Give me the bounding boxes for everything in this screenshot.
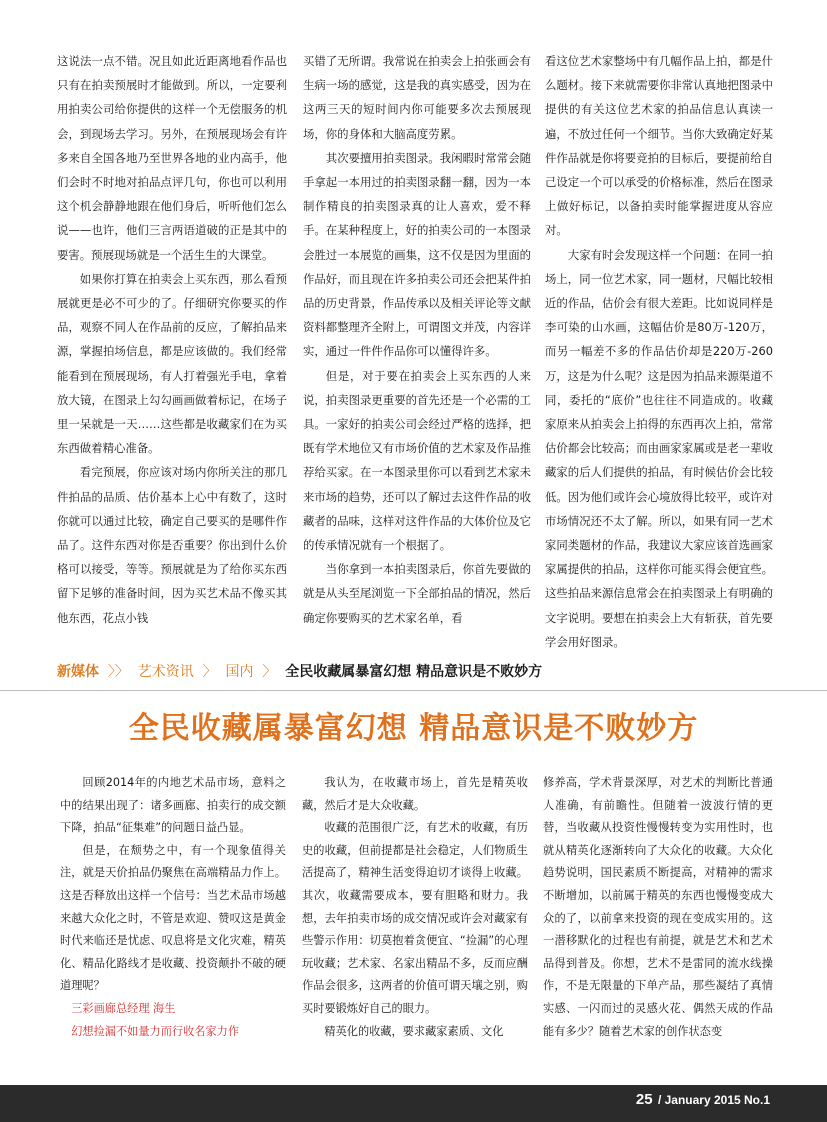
paragraph: 如果你打算在拍卖会上买东西，那么看预展就更是必不可少的了。仔细研究你要买的作品，观察不同人在作品前的反应，了解拍品来源，掌握拍场信息，都是应该做的。我们经常能看到在预展现场，有人打着强光手电，拿着放大镜，在图录上勾勾画画做着标记，在场子里一呆就是一天……这些都是收藏家们在为买东西做着精心准备。 [57,271,287,456]
paragraph: 这说法一点不错。况且如此近距离地看作品也只有在拍卖预展时才能做到。所以，一定要利用拍卖公司给你提供的这样一个无偿服务的机会，到现场去学习。另外，在预展现场会有许多来自全国各地乃至世界各地的业内高手，他们会时不时地对拍品点评几句，你也可以利用这个机会静静地跟在他们身后，听听他们怎么说——也许，他们三言两语道破的正是其中的要害。预展现场就是一个活生生的大课堂。 [57,54,287,262]
paragraph: 但是，在颓势之中，有一个现象值得关注，就是天价拍品仍聚焦在高端精品力作上。这是否释放出这样一个信号：当艺术品市场越来越大众化之时，不管是欢迎、赞叹这是黄金时代来临还是忧虑、叹息将是文化灾难，精英化、精品化路线才是收藏、投资颠扑不破的硬道理呢？ [60,843,286,993]
paragraph: 精英化的收藏，要求藏家素质、文化 [324,1024,504,1038]
article2-column-3 [543,772,773,1072]
footer-issue [636,1091,770,1108]
article2-column-1 [60,772,286,1072]
page-footer [0,1085,827,1122]
paragraph: 回顾2014年的内地艺术品市场，意料之中的结果出现了：诸多画廊、拍卖行的成交额下降，拍品“征集难”的问题日益凸显。 [60,776,286,835]
breadcrumb [57,660,777,684]
section-divider [0,690,827,691]
paragraph: 当你拿到一本拍卖图录后，你首先要做的就是从头至尾浏览一下全部拍品的情况，然后确定你要购买的艺术家名单，看 [303,562,531,625]
breadcrumb-separator: 〉 [202,664,217,680]
paragraph: 但是，对于要在拍卖会上买东西的人来说，拍卖图录更重要的首先还是一个必需的工具。一家好的拍卖公司会经过严格的选择，把既有学术地位又有市场价值的艺术家及作品推荐给买家。在一本图录里你可以看到艺术家未来市场的趋势，还可以了解过去这件作品的收藏者的品味，这样对这件作品的大体价位及它的传承情况就有一个根据了。 [303,368,531,553]
page-number: 25 [635,1091,653,1108]
paragraph: 看这位艺术家整场中有几幅作品上拍，都是什么题材。接下来就需要你非常认真地把图录中提供的有关这位艺术家的拍品信息认真读一遍，不放过任何一个细节。当你大致确定好某件作品就是你将要竞拍的目标后，要提前给自己设定一个可以承受的价格标准，然后在图录上做好标记，以备拍卖时能掌握进度从容应对。 [545,54,773,238]
breadcrumb-separator: 〉 [262,664,277,680]
author-byline: 三彩画廊总经理 海生 [71,1001,176,1015]
breadcrumb-current: 全民收藏属暴富幻想 精品意识是不败妙方 [285,664,543,680]
paragraph: 大家有时会发现这样一个问题：在同一拍场上，同一位艺术家，同一题材，尺幅比较相近的作品，估价会有很大差距。比如说同样是李可染的山水画，这幅估价是80万-120万，而另一幅差不多的作品估价却是220万-260万，这是为什么呢？这是因为拍品来源渠道不同，委托的“底价”也往往不同造成的。收藏家原来从拍卖会上拍得的东西再次上拍，常常估价都会比较高；而由画家家属或是老一辈收藏家的后人们提供的拍品，有时候估价会比较低。因为他们或许会心境放得比较平，或许对市场情况还不太了解。所以，如果有同一艺术家同类题材的作品，我建议大家应该首选画家家属提供的拍品，这样你可能买得会便宜些。这些拍品来源信息常会在拍卖图录上有明确的文字说明。要想在拍卖会上大有斩获，首先要学会用好图录。 [545,247,773,649]
paragraph: 买错了无所谓。我常说在拍卖会上拍张画会有生病一场的感觉，这是我的真实感受，因为在这两三天的短时间内你可能要多次去预展现场，你的身体和大脑高度劳累。 [303,54,531,141]
breadcrumb-site[interactable]: 新媒体 [57,664,99,680]
article2-column-2 [302,772,528,1072]
breadcrumb-section[interactable]: 艺术资讯 [137,664,194,680]
paragraph: 我认为，在收藏市场上，首先是精英收藏，然后才是大众收藏。 [302,776,528,812]
article-column-2 [303,49,531,637]
paragraph: 收藏的范围很广泛，有艺术的收藏，有历史的收藏，但前提都是社会稳定，人们物质生活提高了，精神生活变得迫切才谈得上收藏。其次，收藏需要成本，要有胆略和财力。我想，去年拍卖市场的成交情况或许会对藏家有些警示作用：切莫抱着贪便宜、“捡漏”的心理玩收藏；艺术家、名家出精品不多，反而应酬作品会很多，这两者的价值可谓天壤之别，购买时要锻炼好自己的眼力。 [302,821,528,1015]
article-headline: 全民收藏属暴富幻想 精品意识是不败妙方 [128,711,699,746]
breadcrumb-subsection[interactable]: 国内 [225,664,254,680]
section-subhead: 幻想捡漏不如量力而行收名家力作 [71,1024,240,1038]
paragraph: 其次要擅用拍卖图录。我闲暇时常常会随手拿起一本用过的拍卖图录翻一翻，因为一本制作精良的拍卖图录真的让人喜欢，爱不释手。在某种程度上，好的拍卖公司的一本图录会胜过一本展览的画集，这不仅是因为里面的作品好，而且现在许多拍卖公司还会把某件拍品的历史背景，作品传承以及相关评论等文献资料都整理齐全附上，可谓图文并茂，内容详实，通过一件件作品你可以懂得许多。 [303,150,531,359]
paragraph: 修养高，学术背景深厚，对艺术的判断比普通人准确，有前瞻性。但随着一波波行情的更替，当收藏从投资性慢慢转变为实用性时，也就从精英化逐渐转向了大众化的收藏。大众化趋势说明，国民素质不断提高，对精神的需求不断增加，以前属于精英的东西也慢慢变成大众的了，以前拿来投资的现在变成实用的。这一潜移默化的过程也有前提，就是艺术和艺术品得到普及。你想，艺术不是雷同的流水线操作，不是无限量的下单产品，那些凝结了真情实感、一闪而过的灵感火花、偶然天成的作品能有多少？随着艺术家的创作状态变 [543,776,773,1038]
article-column-3 [545,49,773,649]
paragraph: 看完预展，你应该对场内你所关注的那几件拍品的品质、估价基本上心中有数了，这时你就可以通过比较，确定自己要买的是哪件作品了。这件东西对你是否重要？你出到什么价格可以接受，等等。预展就是为了给你买东西留下足够的准备时间，因为买艺术品不像买其他东西，花点小钱 [57,465,287,625]
article-column-1 [57,49,287,637]
issue-label: / January 2015 No.1 [657,1093,770,1107]
breadcrumb-separator: 〉〉 [107,664,129,680]
